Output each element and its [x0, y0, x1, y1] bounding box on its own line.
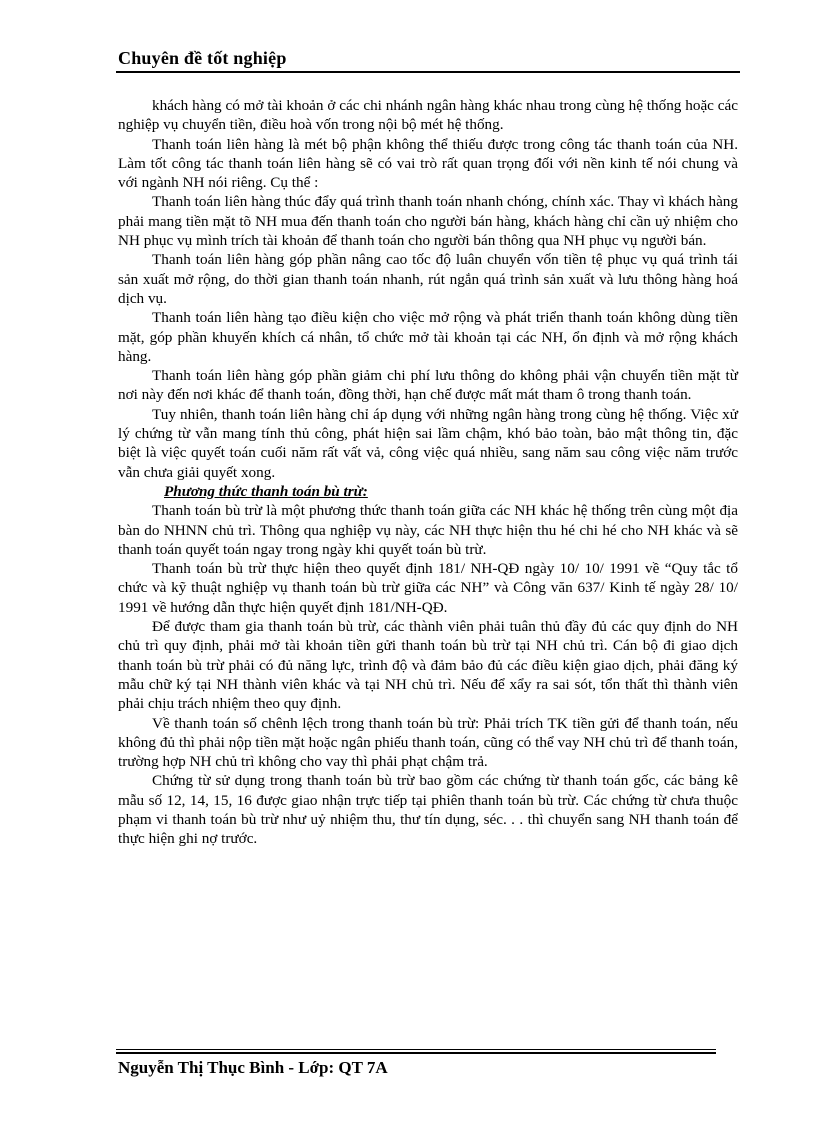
page-header-title: Chuyên đề tốt nghiệp — [118, 48, 287, 68]
paragraph: Chứng từ sử dụng trong thanh toán bù trừ bao gồm các chứng từ thanh toán gốc, các bảng kê mẫu số 12, 14, 15, 16 được giao nhận trực tiếp tại phiên thanh toán bù trừ. Các chứng từ chưa thuộc phạm vi thanh toán bù trừ như uỷ nhiệm thu, thư tín dụng, séc. . . thì chuyển sang NH thanh toán để thực hiện ghi nợ trước. — [118, 772, 738, 848]
page-footer-author: Nguyễn Thị Thục Bình - Lớp: QT 7A — [118, 1058, 388, 1077]
paragraph: Thanh toán bù trừ là một phương thức thanh toán giữa các NH khác hệ thống trên cùng một địa bàn do NHNN chủ trì. Thông qua nghiệp vụ này, các NH thực hiện thu hé chi hé cho NH khác và sẽ thanh toán quyết toán ngay trong ngày khi quyết toán bù trừ. — [118, 502, 738, 558]
paragraph: Tuy nhiên, thanh toán liên hàng chỉ áp dụng với những ngân hàng trong cùng hệ thống. Việc xử lý chứng từ vẫn mang tính thủ công, phát hiện sai lầm chậm, khó bảo toàn, bảo mật thông tin, đặc biệt là việc quyết toán cuối năm rất vất vả, công việc quá nhiều, sang năm sau công việc năm trước vẫn chưa giải quyết xong. — [118, 405, 738, 481]
header-divider — [116, 71, 740, 73]
paragraph: Thanh toán liên hàng góp phần giảm chi phí lưu thông do không phải vận chuyển tiền mặt từ nơi này đến nơi khác để thanh toán, đồng thời, hạn chế được mất mát tham ô trong thanh toán. — [118, 367, 738, 404]
footer-divider-thin — [116, 1049, 716, 1050]
paragraph: khách hàng có mở tài khoản ở các chi nhánh ngân hàng khác nhau trong cùng hệ thống hoặc các nghiệp vụ chuyển tiền, điều hoà vốn trong nội bộ mét hệ thống. — [118, 97, 738, 134]
paragraph: Thanh toán bù trừ thực hiện theo quyết định 181/ NH-QĐ ngày 10/ 10/ 1991 về “Quy tắc tổ chức và kỹ thuật nghiệp vụ thanh toán bù trừ giữa các NH” và Công văn 637/ Kinh tế ngày 28/ 10/ 1991 về hướng dẫn thực hiện quyết định 181/NH-QĐ. — [118, 560, 738, 616]
paragraph: Thanh toán liên hàng góp phần nâng cao tốc độ luân chuyển vốn tiền tệ phục vụ quá trình tái sản xuất mở rộng, do thời gian thanh toán nhanh, rút ngắn quá trình sản xuất và lưu thông hàng hoá dịch vụ. — [118, 251, 738, 307]
paragraph: Về thanh toán số chênh lệch trong thanh toán bù trừ: Phải trích TK tiền gửi để thanh toán, nếu không đủ thì phải nộp tiền mặt hoặc ngân phiếu thanh toán, cũng có thể vay NH chủ trì để thanh toán, trường hợp NH chủ trì không cho vay thì phải phạt chậm trả. — [118, 714, 738, 771]
paragraph: Thanh toán liên hàng thúc đẩy quá trình thanh toán nhanh chóng, chính xác. Thay vì khách hàng phải mang tiền mặt tõ NH mua đến thanh toán cho người bán hàng, khách hàng chỉ cần uỷ nhiệm cho NH phục vụ mình trích tài khoản để thanh toán cho người bán thông qua NH phục vụ người bán. — [118, 193, 738, 250]
document-body — [118, 96, 738, 849]
paragraph: Thanh toán liên hàng tạo điều kiện cho việc mở rộng và phát triển thanh toán không dùng tiền mặt, góp phần khuyến khích cá nhân, tổ chức mở tài khoản tại các NH, ổn định và mở rộng khách hàng. — [118, 309, 738, 365]
paragraph: Để được tham gia thanh toán bù trừ, các thành viên phải tuân thủ đầy đủ các quy định do NH chủ trì quy định, phải mở tài khoản tiền gửi thanh toán bù trừ tại NH chủ trì. Cán bộ đi giao dịch thanh toán bù trừ phải có đủ năng lực, trình độ và đảm bảo đủ các điều kiện giao dịch, phải đăng ký mẫu chữ ký tại NH thành viên khác và tại NH chủ trì. Nếu để xẩy ra sai sót, tổn thất thì thành viên phải chịu trách nhiệm theo quy định. — [118, 618, 738, 713]
section-subheading: Phương thức thanh toán bù trừ: — [164, 482, 368, 500]
footer-divider-thick — [116, 1052, 716, 1054]
paragraph: Thanh toán liên hàng là mét bộ phận không thể thiếu được trong công tác thanh toán của NH. Làm tốt công tác thanh toán liên hàng sẽ có vai trò rất quan trọng đối với nền kinh tế nói chung và với ngành NH nói riêng. Cụ thể : — [118, 135, 738, 192]
